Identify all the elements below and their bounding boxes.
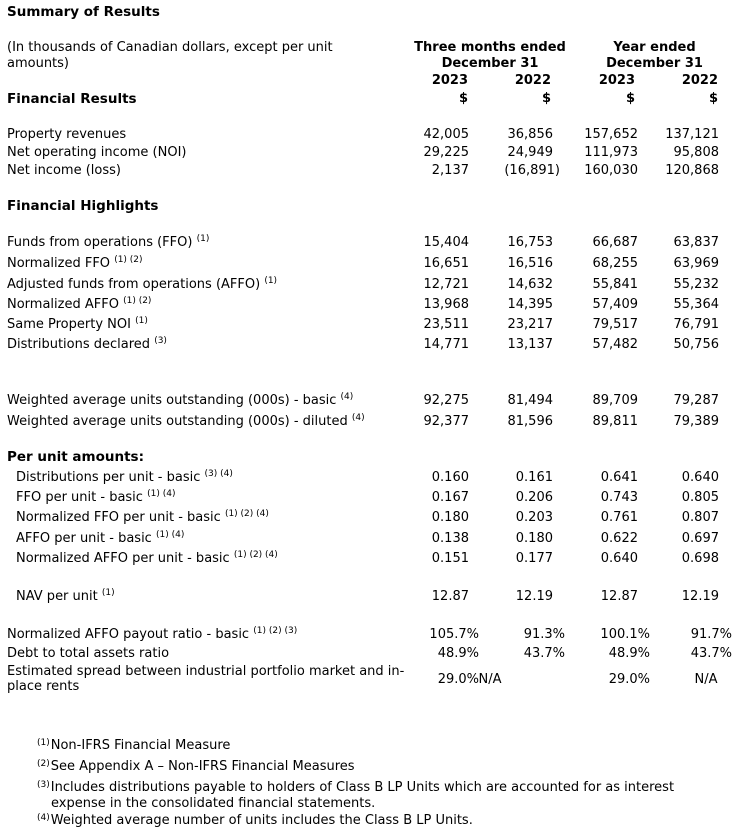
row-label-text: Distributions per unit - basic (16, 470, 201, 485)
cell-value: 23,217 (507, 317, 553, 332)
cell-value: 0.180 (515, 531, 553, 546)
row-label-text: FFO per unit - basic (16, 490, 143, 505)
row-label (7, 297, 151, 312)
cell-value: 0.151 (431, 551, 469, 566)
table-row (0, 256, 738, 273)
table-row (0, 277, 738, 294)
table-row (0, 163, 738, 180)
cell-value: 0.180 (431, 510, 469, 525)
cell-value: 0.160 (431, 470, 469, 485)
cell-value: N/A (478, 672, 502, 687)
row-label-text: Funds from operations (FFO) (7, 235, 193, 250)
year-header: 2023 (431, 73, 468, 88)
cell-value: 91.3% (523, 627, 565, 642)
currency-symbol: $ (625, 91, 635, 106)
row-label (7, 256, 143, 271)
row-label-text: Same Property NOI (7, 317, 131, 332)
section-heading-financial-highlights: Financial Highlights (7, 198, 159, 214)
cell-value: 12.87 (600, 589, 638, 604)
cell-value: 0.206 (515, 490, 553, 505)
row-label (16, 490, 175, 505)
cell-value: 48.9% (608, 646, 650, 661)
table-row-nav (0, 589, 738, 606)
cell-value: 79,389 (673, 414, 719, 429)
row-label (7, 627, 297, 642)
cell-value: 57,482 (592, 337, 638, 352)
row-label (7, 337, 167, 352)
cell-value: 16,516 (507, 256, 553, 271)
cell-value: 0.641 (600, 470, 638, 485)
cell-value: 16,753 (507, 235, 553, 250)
year-header: 2022 (681, 73, 718, 88)
footnote-ref: (1) (196, 234, 210, 244)
row-label (7, 277, 277, 292)
cell-value: 48.9% (437, 646, 479, 661)
footnote-text: Non-IFRS Financial Measure (50, 738, 231, 753)
cell-value: 14,395 (507, 297, 553, 312)
currency-symbol: $ (708, 91, 718, 106)
table-row (0, 664, 738, 696)
footnote-mark: (2) (37, 759, 50, 769)
cell-value: 91.7% (690, 627, 732, 642)
row-label-text: AFFO per unit - basic (16, 531, 152, 546)
cell-value: 43.7% (690, 646, 732, 661)
footnote-mark: (4) (37, 813, 50, 823)
row-label (7, 235, 209, 250)
cell-value: 12,721 (423, 277, 469, 292)
cell-value: 29,225 (423, 145, 469, 160)
table-row (0, 627, 738, 644)
footnote-mark: (1) (37, 738, 50, 748)
footnote-ref: (1) (4) (155, 530, 185, 540)
row-label-text: Normalized FFO (7, 256, 111, 271)
cell-value: 55,232 (673, 277, 719, 292)
footnote (37, 738, 717, 754)
cell-value: 79,287 (673, 393, 719, 408)
row-label-text: Adjusted funds from operations (AFFO) (7, 277, 261, 292)
cell-value: 55,841 (592, 277, 638, 292)
cell-value: 100.1% (600, 627, 650, 642)
cell-value: 12.87 (431, 589, 469, 604)
cell-value: 29.0% (437, 672, 479, 687)
row-label-text: Weighted average units outstanding (000s) - basic (7, 393, 337, 408)
cell-value: 160,030 (584, 163, 638, 178)
cell-value: 89,709 (592, 393, 638, 408)
footnote-text: See Appendix A – Non-IFRS Financial Measures (50, 759, 355, 774)
footnote (37, 759, 717, 775)
cell-value: 68,255 (592, 256, 638, 271)
table-row (0, 510, 738, 527)
column-group-three-months (390, 40, 590, 71)
footnote-ref: (1) (2) (3) (253, 626, 298, 636)
row-label-text: Normalized AFFO (7, 297, 119, 312)
cell-value: 0.807 (681, 510, 719, 525)
footnote-ref: (3) (154, 336, 167, 346)
table-row (0, 551, 738, 568)
footnote-ref: (1) (135, 316, 148, 326)
row-label: Estimated spread between industrial portfolio market and in-place rents (7, 664, 405, 694)
row-label: Property revenues (7, 127, 127, 142)
cell-value: 36,856 (507, 127, 553, 142)
cell-value: 92,275 (423, 393, 469, 408)
cell-value: 0.203 (515, 510, 553, 525)
cell-value: 81,596 (507, 414, 553, 429)
cell-value: (16,891) (504, 163, 560, 178)
cell-value: 57,409 (592, 297, 638, 312)
cell-value: 24,949 (507, 145, 553, 160)
cell-value: 0.698 (681, 551, 719, 566)
cell-value: 120,868 (665, 163, 719, 178)
table-row (0, 297, 738, 314)
row-label-text: Normalized AFFO per unit - basic (16, 551, 230, 566)
table-row (0, 317, 738, 334)
column-group-date: December 31 (606, 55, 703, 71)
table-row (0, 337, 738, 354)
currency-symbol: $ (541, 91, 551, 106)
column-group-date: December 31 (441, 55, 539, 71)
cell-value: 95,808 (673, 145, 719, 160)
units-note: (In thousands of Canadian dollars, except per unit amounts) (7, 40, 333, 71)
cell-value: 29.0% (608, 672, 650, 687)
cell-value: N/A (694, 672, 718, 687)
table-row (0, 127, 738, 144)
column-group-label: Year ended (613, 40, 696, 55)
footnote-ref: (1) (4) (147, 489, 176, 499)
row-label (7, 317, 148, 332)
table-row (0, 490, 738, 507)
row-label: Net operating income (NOI) (7, 145, 187, 160)
section-heading-per-unit: Per unit amounts: (7, 449, 144, 465)
row-label (16, 551, 278, 566)
row-label (16, 589, 115, 604)
row-label (16, 510, 269, 525)
row-label: Debt to total assets ratio (7, 646, 170, 661)
footnote-text: Includes distributions payable to holders of Class B LP Units which are accounted for as interest (50, 780, 675, 795)
table-row (0, 235, 738, 252)
cell-value: 12.19 (515, 589, 553, 604)
currency-symbol: $ (458, 91, 468, 106)
cell-value: 14,632 (507, 277, 553, 292)
cell-value: 0.640 (600, 551, 638, 566)
cell-value: 0.697 (681, 531, 719, 546)
cell-value: 76,791 (673, 317, 719, 332)
footnote-ref: (1) (2) (123, 296, 152, 306)
cell-value: 0.138 (431, 531, 469, 546)
footnote-text: Weighted average number of units includes the Class B LP Units. (50, 813, 473, 828)
cell-value: 0.161 (515, 470, 553, 485)
row-label-text: Normalized FFO per unit - basic (16, 510, 221, 525)
cell-value: 16,651 (423, 256, 469, 271)
cell-value: 92,377 (423, 414, 469, 429)
footnote-ref: (1) (101, 588, 115, 598)
page-title: Summary of Results (7, 4, 160, 20)
table-row (0, 145, 738, 162)
table-row (0, 646, 738, 663)
cell-value: 0.177 (515, 551, 553, 566)
cell-value: 0.622 (600, 531, 638, 546)
row-label-text: Distributions declared (7, 337, 151, 352)
table-row (0, 531, 738, 548)
table-row (0, 393, 738, 410)
cell-value: 50,756 (673, 337, 719, 352)
cell-value: 23,511 (423, 317, 469, 332)
cell-value: 105.7% (429, 627, 479, 642)
cell-value: 13,137 (507, 337, 553, 352)
row-label (7, 393, 353, 408)
footnote (37, 813, 717, 829)
footnote-ref: (1) (2) (4) (233, 550, 278, 560)
cell-value: 0.167 (431, 490, 469, 505)
cell-value: 157,652 (584, 127, 638, 142)
cell-value: 15,404 (423, 235, 469, 250)
row-label-text: Normalized AFFO payout ratio - basic (7, 627, 250, 642)
footnote (37, 780, 717, 811)
cell-value: 12.19 (681, 589, 719, 604)
cell-value: 55,364 (673, 297, 719, 312)
year-header: 2022 (514, 73, 551, 88)
cell-value: 89,811 (592, 414, 638, 429)
cell-value: 81,494 (507, 393, 553, 408)
row-label-text: NAV per unit (16, 589, 98, 604)
footnote-text-continued: expense in the consolidated financial statements. (51, 795, 376, 811)
footnote-ref: (3) (4) (204, 469, 233, 479)
footnote-ref: (4) (351, 413, 365, 423)
column-group-year (577, 40, 732, 71)
cell-value: 13,968 (423, 297, 469, 312)
footnote-ref: (1) (264, 276, 278, 286)
cell-value: 2,137 (431, 163, 469, 178)
row-label: Net income (loss) (7, 163, 121, 178)
cell-value: 111,973 (584, 145, 638, 160)
footnote-ref: (4) (340, 392, 354, 402)
footnote-ref: (1) (2) (114, 255, 143, 265)
row-label (7, 414, 365, 429)
table-row (0, 470, 738, 487)
cell-value: 0.761 (600, 510, 638, 525)
row-label-text: Weighted average units outstanding (000s) - diluted (7, 414, 348, 429)
footnote-mark: (3) (37, 780, 50, 790)
row-label (16, 531, 184, 546)
footnote-ref: (1) (2) (4) (224, 509, 269, 519)
year-header: 2023 (598, 73, 635, 88)
cell-value: 137,121 (665, 127, 719, 142)
cell-value: 0.640 (681, 470, 719, 485)
cell-value: 66,687 (592, 235, 638, 250)
cell-value: 63,969 (673, 256, 719, 271)
cell-value: 0.805 (681, 490, 719, 505)
row-label (16, 470, 233, 485)
section-heading-financial-results: Financial Results (7, 91, 137, 107)
cell-value: 63,837 (673, 235, 719, 250)
cell-value: 43.7% (523, 646, 565, 661)
cell-value: 42,005 (423, 127, 469, 142)
cell-value: 0.743 (600, 490, 638, 505)
cell-value: 14,771 (423, 337, 469, 352)
cell-value: 79,517 (592, 317, 638, 332)
column-group-label: Three months ended (414, 40, 566, 55)
table-row (0, 414, 738, 431)
